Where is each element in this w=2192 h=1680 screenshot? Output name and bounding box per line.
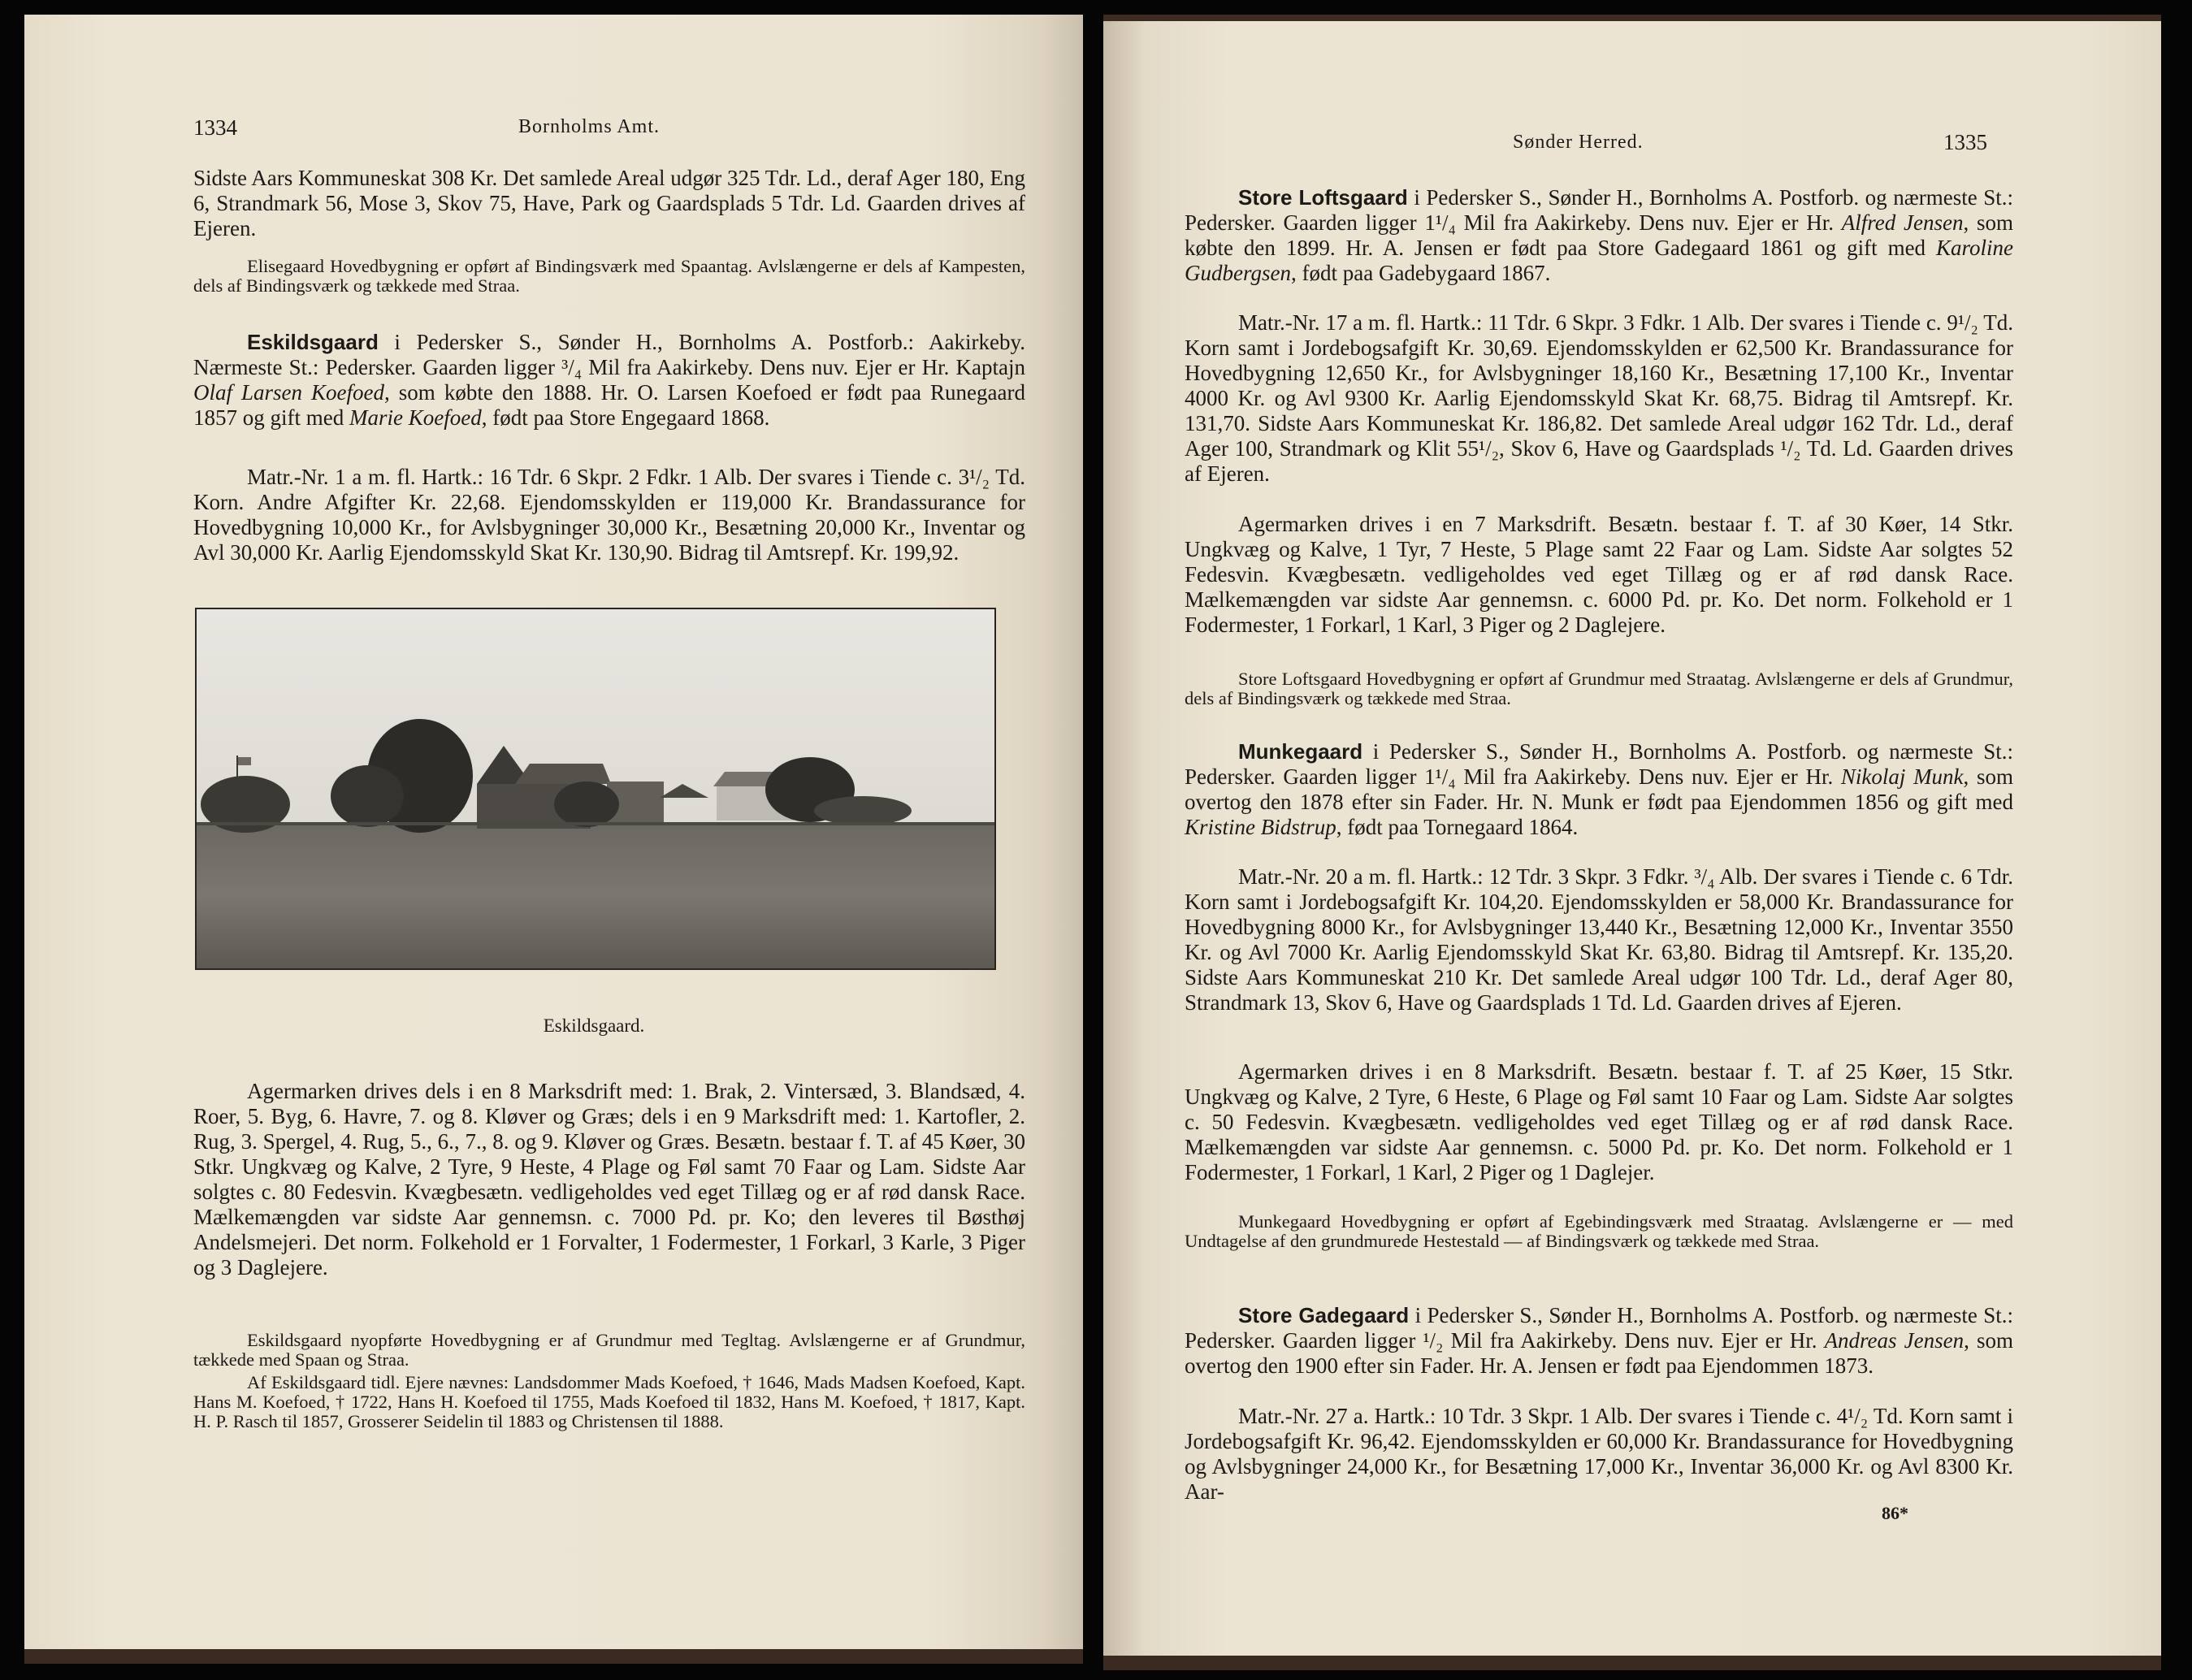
page-edge-left (24, 1649, 1083, 1664)
store-gadegaard-name: Store Gadegaard (1238, 1303, 1410, 1327)
store-gadegaard-text-b: , som overtog den 1900 efter sin Fader. Hr. A. Jensen er født paa Ejendommen 1873. (1185, 1328, 2013, 1378)
store-loftsgaard-details: Matr.-Nr. 17 a m. fl. Hartk.: 11 Tdr. 6 Skpr. 3 Fdkr. 1 Alb. Der svares i Tiende c. 9¹/₂ Td. Korn samt i Jordebogsafgift Kr. 30,69. Ejendomsskylden er 62,500 Kr. Brandassurance for Hovedbygning 12,650 Kr., for Avlsbygninger 18,160 Kr., Besætning 17,100 Kr., Inventar 4000 Kr. og Avl 9300 Kr. Aarlig Ejendomsskyld Skat Kr. 68,75. Bidrag til Amtsrepf. Kr. 131,70. Sidste Aars Kommuneskat Kr. 186,82. Det samlede Areal udgør 162 Tdr. Ld., deraf Ager 100, Strandmark og Klit 55¹/₂, Skov 6, Have og Gaardsplads ¹/₂ Td. Ld. Gaarden drives af Ejeren. (1185, 310, 2013, 486)
store-loftsgaard-name: Store Loftsgaard (1238, 185, 1408, 210)
store-gadegaard-entry (1185, 1303, 2013, 1379)
store-loftsgaard-agriculture: Agermarken drives i en 7 Marksdrift. Besætn. bestaar f. T. af 30 Køer, 14 Stkr. Ungkvæg og Kalve, 1 Tyr, 7 Heste, 5 Plage samt 22 Faar og Lam. Sidste Aar solgtes 52 Fedesvin. Kvægbesætn. vedligeholdes ved eget Tillæg og er af rød dansk Race. Mælkemængden var sidste Aar gennemsn. c. 6000 Pd. pr. Ko. Det norm. Folkehold er 1 Fodermester, 1 Forkarl, 1 Karl, 3 Piger og 2 Daglejere. (1185, 512, 2013, 637)
munkegaard-text-b: , som overtog den 1878 efter sin Fader. Hr. N. Munk er født paa Ejendommen 1856 og gift med (1185, 764, 2013, 814)
munkegaard-owner: Nikolaj Munk (1840, 764, 1964, 789)
store-loftsgaard-text-b: , som købte den 1899. Hr. A. Jensen er født paa Store Gadegaard 1861 og gift med (1185, 210, 2013, 260)
page-number-right: 1335 (1943, 130, 1987, 154)
eskildsgaard-name: Eskildsgaard (247, 330, 379, 354)
page-edge-right (1103, 1656, 2161, 1670)
eskildsgaard-photo (195, 608, 996, 970)
store-loftsgaard-note: Store Loftsgaard Hovedbygning er opført af Grundmur med Straatag. Avlslængerne er dels af Grundmur, dels af Bindingsværk og tækkede med Straa. (1185, 669, 2013, 708)
eskildsgaard-wife: Marie Koefoed (349, 405, 482, 430)
munkegaard-text-a: i Pedersker S., Sønder H., Bornholms A. Postforb. og nærmeste St.: Pedersker. Gaarden ligger 1¹/₄ Mil fra Aakirkeby. Dens nuv. Ejer er Hr. (1185, 739, 2013, 789)
munkegaard-wife: Kristine Bidstrup (1185, 815, 1336, 839)
running-head-left: Bornholms Amt. (518, 116, 661, 137)
eskildsgaard-agriculture: Agermarken drives dels i en 8 Marksdrift med: 1. Brak, 2. Vintersæd, 3. Blandsæd, 4. Roer, 5. Byg, 6. Havre, 7. og 8. Kløver og Græs; dels i en 9 Marksdrift med: 1. Kartofler, 2. Rug, 3. Spergel, 4. Rug, 5., 6., 7., 8. og 9. Kløver og Græs. Besætn. bestaar f. T. af 45 Køer, 30 Stkr. Ungkvæg og Kalve, 2 Tyre, 9 Heste, 4 Plage og Føl samt 70 Faar og Lam. Sidste Aar solgtes c. 80 Fedesvin. Kvægbesætn. vedligeholdes ved eget Tillæg og er af rød dansk Race. Mælkemængden var sidste Aar gennemsn. c. 7000 Pd. pr. Ko; den leveres til Bøsthøj Andelsmejeri. Det norm. Folkehold er 1 Forvalter, 1 Fodermester, 1 Forkarl, 3 Karle, 3 Piger og 3 Daglejere. (193, 1079, 1025, 1279)
store-gadegaard-details: Matr.-Nr. 27 a. Hartk.: 10 Tdr. 3 Skpr. 1 Alb. Der svares i Tiende c. 4¹/₂ Td. Korn samt i Jordebogsafgift Kr. 96,42. Ejendomsskylden er 60,000 Kr. Brandassurance for Hovedbygning og Avlsbygninger 24,000 Kr., for Besætning 17,000 Kr., Inventar 36,000 Kr. og Avl 8300 Kr. Aar- (1185, 1404, 2013, 1504)
photo-caption: Eskildsgaard. (543, 1015, 645, 1036)
running-head-right: Sønder Herred. (1513, 132, 1644, 153)
eskildsgaard-owner: Olaf Larsen Koefoed (193, 380, 385, 405)
signature-mark: 86* (1882, 1503, 1908, 1523)
page-number-left: 1334 (193, 115, 237, 140)
munkegaard-name: Munkegaard (1238, 739, 1363, 764)
eskildsgaard-entry (193, 330, 1025, 431)
store-loftsgaard-wife: Karoline Gudbergsen (1185, 236, 2013, 285)
eskildsgaard-text-c: , født paa Store Engegaard 1868. (481, 405, 770, 430)
munkegaard-note: Munkegaard Hovedbygning er opført af Egebindingsværk med Straatag. Avlslængerne er — med Undtagelse af den grundmurede Hestestald — af Bindingsværk og tækkede med Straa. (1185, 1211, 2013, 1251)
right-page (1103, 15, 2161, 1670)
intro-paragraph: Sidste Aars Kommuneskat 308 Kr. Det samlede Areal udgør 325 Tdr. Ld., deraf Ager 180, Eng 6, Strandmark 56, Mose 3, Skov 75, Have, Park og Gaardsplads 5 Tdr. Ld. Gaarden drives af Ejeren. (193, 166, 1025, 240)
store-loftsgaard-text-c: , født paa Gadebygaard 1867. (1290, 261, 1551, 285)
eskildsgaard-owners-note: Af Eskildsgaard tidl. Ejere nævnes: Landsdommer Mads Koefoed, † 1646, Mads Madsen Koefoed, Kapt. Hans M. Koefoed, † 1722, Hans H. Koefoed til 1755, Mads Koefoed til 1832, Hans M. Koefoed, † 1817, Kapt. H. P. Rasch til 1857, Grosserer Seidelin til 1883 og Christensen til 1888. (193, 1372, 1025, 1431)
store-loftsgaard-owner: Alfred Jensen (1841, 210, 1964, 235)
eskildsgaard-details: Matr.-Nr. 1 a m. fl. Hartk.: 16 Tdr. 6 Skpr. 2 Fdkr. 1 Alb. Der svares i Tiende c. 3¹/₂ Td. Korn. Andre Afgifter Kr. 22,68. Ejendomsskylden er 119,000 Kr. Brandassurance for Hovedbygning 10,000 Kr., for Avlsbygninger 30,000 Kr., Besætning 20,000 Kr., Inventar og Avl 30,000 Kr. Aarlig Ejendomsskyld Skat Kr. 130,90. Bidrag til Amtsrepf. Kr. 199,92. (193, 465, 1025, 565)
munkegaard-text-c: , født paa Tornegaard 1864. (1336, 815, 1579, 839)
munkegaard-entry (1185, 739, 2013, 840)
eskildsgaard-text-b: , som købte den 1888. Hr. O. Larsen Koefoed er født paa Runegaard 1857 og gift med (193, 380, 1025, 430)
left-page (24, 15, 1083, 1664)
eskildsgaard-building-note: Eskildsgaard nyopførte Hovedbygning er af Grundmur med Tegltag. Avlslængerne er af Grundmur, tækkede med Spaan og Straa. (193, 1330, 1025, 1370)
eskildsgaard-text-a: i Pedersker S., Sønder H., Bornholms A. Postforb.: Aakirkeby. Nærmeste St.: Pedersker. Gaarden ligger ³/₄ Mil fra Aakirkeby. Dens nuv. Ejer er Hr. Kaptajn (193, 330, 1025, 379)
munkegaard-agriculture: Agermarken drives i en 8 Marksdrift. Besætn. bestaar f. T. af 25 Køer, 15 Stkr. Ungkvæg og Kalve, 2 Tyre, 6 Heste, 6 Plage og Føl samt 10 Faar og Lam. Sidste Aar solgtes c. 50 Fedesvin. Kvægbesætn. vedligeholdes ved eget Tillæg og er af rød dansk Race. Mælkemængden var sidste Aar gennemsn. c. 5000 Pd. pr. Ko. Det norm. Folkehold er 1 Fodermester, 1 Forkarl, 1 Karl, 2 Piger og 1 Daglejer. (1185, 1059, 2013, 1184)
store-loftsgaard-text-a: i Pedersker S., Sønder H., Bornholms A. Postforb. og nærmeste St.: Pedersker. Gaarden ligger 1¹/₄ Mil fra Aakirkeby. Dens nuv. Ejer er Hr. (1185, 185, 2013, 235)
munkegaard-details: Matr.-Nr. 20 a m. fl. Hartk.: 12 Tdr. 3 Skpr. 3 Fdkr. ³/₄ Alb. Der svares i Tiende c. 6 Tdr. Korn samt i Jordebogsafgift Kr. 104,20. Ejendomsskylden er 58,000 Kr. Brandassurance for Hovedbygning 8000 Kr., for Avlsbygninger 13,440 Kr., Besætning 12,000 Kr., Inventar 3550 Kr. og Avl 7000 Kr. Aarlig Ejendomsskyld Skat Kr. 63,80. Bidrag til Amtsrepf. Kr. 135,20. Sidste Aars Kommuneskat 210 Kr. Det samlede Areal udgør 100 Tdr. Ld., deraf Ager 80, Strandmark 13, Skov 6, Have og Gaardsplads 1 Td. Ld. Gaarden drives af Ejeren. (1185, 864, 2013, 1015)
elisegaard-note: Elisegaard Hovedbygning er opført af Bindingsværk med Spaantag. Avlslængerne er dels af Kampesten, dels af Bindingsværk og tækkede med Straa. (193, 256, 1025, 296)
store-gadegaard-owner: Andreas Jensen (1824, 1328, 1965, 1353)
store-gadegaard-text-a: i Pedersker S., Sønder H., Bornholms A. Postforb. og nærmeste St.: Pedersker. Gaarden ligger ¹/₂ Mil fra Aakirkeby. Dens nuv. Ejer er Hr. (1185, 1303, 2013, 1353)
store-loftsgaard-entry (1185, 185, 2013, 286)
